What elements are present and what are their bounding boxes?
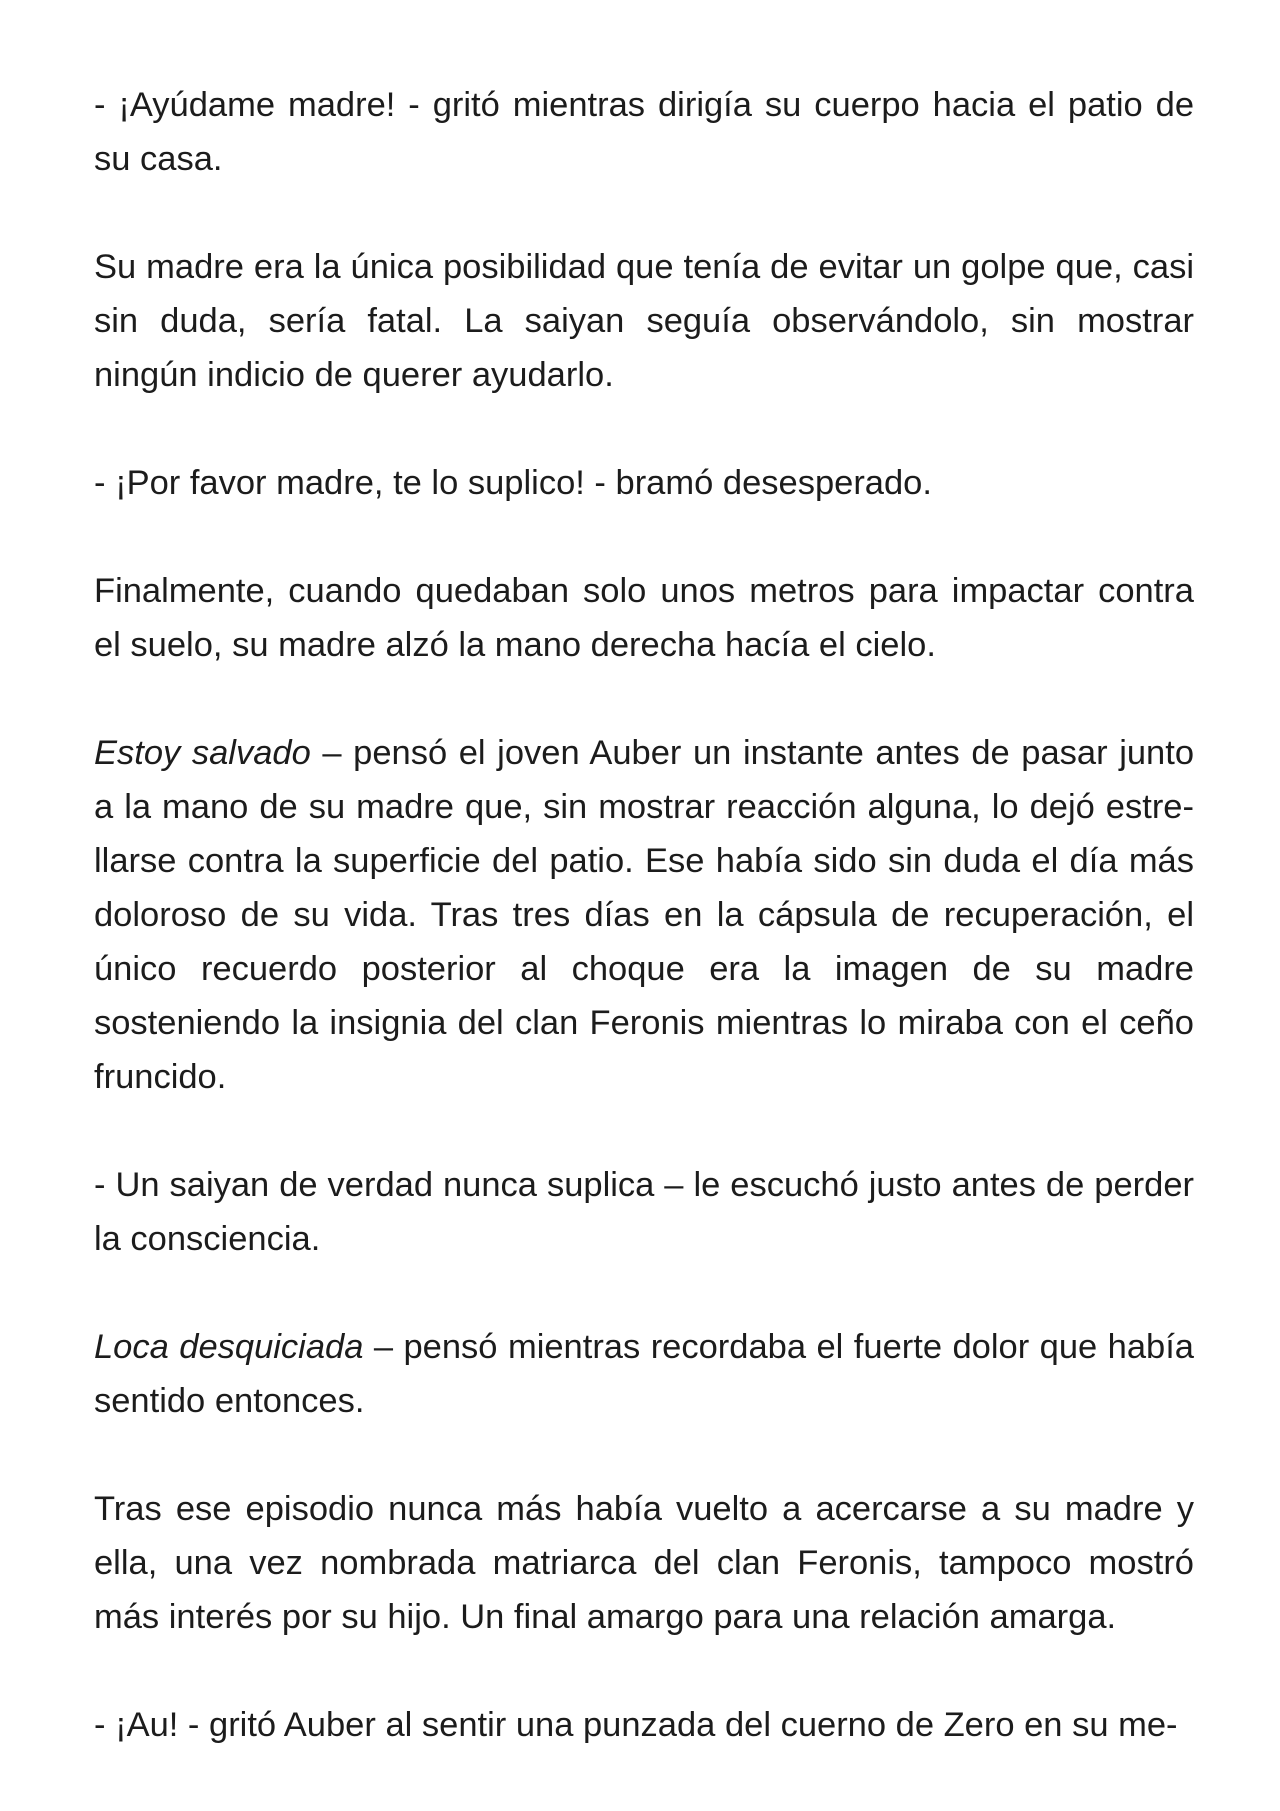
paragraph-6-text: - Un saiyan de verdad nunca suplica – le escuchó justo antes de perder la consciencia.: [94, 1166, 1194, 1258]
paragraph-7: [94, 1320, 1194, 1428]
paragraph-3-text: - ¡Por favor madre, te lo suplico! - bramó desesperado.: [94, 464, 932, 502]
paragraph-7-italic: Loca desquiciada: [94, 1328, 364, 1366]
paragraph-3: [94, 456, 1194, 510]
paragraph-8-text: Tras ese episodio nunca más había vuelto a acercarse a su madre y ella, una vez nombrada matriarca del clan Feronis, tampoco mostró más interés por su hijo. Un final amargo para una relación amarga.: [94, 1490, 1194, 1636]
paragraph-1-text: - ¡Ayúdame madre! - gritó mientras dirigía su cuerpo hacia el patio de su casa.: [94, 86, 1194, 178]
paragraph-9-text: - ¡Au! - gritó Auber al sentir una punzada del cuerno de Zero en su me-: [94, 1706, 1178, 1744]
paragraph-2-text: Su madre era la única posibilidad que tenía de evitar un golpe que, casi sin duda, sería fatal. La saiyan seguía observándolo, sin mostrar ningún indicio de querer ayudarlo.: [94, 248, 1194, 394]
paragraph-1: [94, 78, 1194, 186]
paragraph-6: [94, 1158, 1194, 1266]
paragraph-7-text: – pensó mientras recordaba el fuerte dolor que había sentido entonces.: [94, 1328, 1194, 1420]
document-page: [94, 78, 1194, 1752]
paragraph-5: [94, 726, 1194, 1104]
paragraph-5-italic: Estoy salvado: [94, 734, 311, 772]
paragraph-4-text: Finalmente, cuando quedaban solo unos metros para impactar contra el suelo, su madre alzó la mano derecha hacía el cielo.: [94, 572, 1194, 664]
paragraph-2: [94, 240, 1194, 402]
paragraph-8: [94, 1482, 1194, 1644]
paragraph-4: [94, 564, 1194, 672]
paragraph-9: [94, 1698, 1194, 1752]
paragraph-5-text: – pensó el joven Auber un instante antes de pasar junto a la mano de su madre que, sin mostrar reacción alguna, lo dejó estrellarse contra la superficie del patio. Ese había sido sin duda el día más doloroso de su vida. Tras tres días en la cápsula de recuperación, el único recuerdo posterior al choque era la imagen de su madre sosteniendo la insignia del clan Feronis mientras lo miraba con el ceño fruncido.: [94, 734, 1194, 1096]
